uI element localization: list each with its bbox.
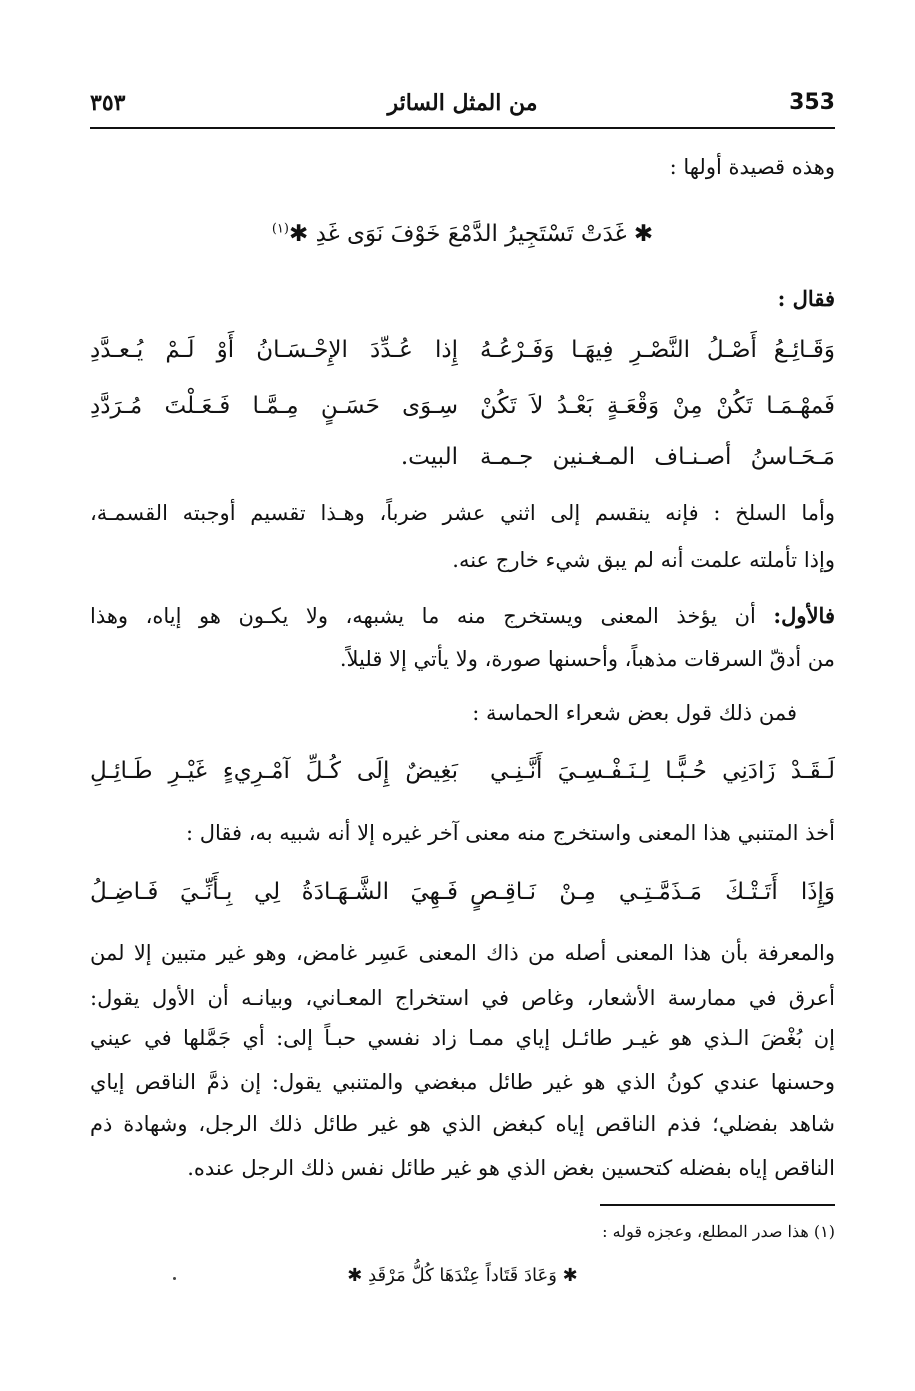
- footnote-ref: (١): [271, 221, 289, 237]
- print-speck: [173, 1277, 176, 1280]
- final-line-1: والمعرفة بأن هذا المعنى أصله من ذاك المعنى عَسِر غامض، وهو غير متبين إلا لمن: [90, 941, 835, 965]
- final-line-6: الناقص إياه بفضله كتحسين بغض الذي هو غير طائل نفس ذلك الرجل عنده.: [187, 1156, 835, 1180]
- opening-verse-text: ✱ غَدَتْ تَسْتَجِيرُ الدَّمْعَ خَوْفَ نَوَى غَدِ ✱: [288, 221, 654, 247]
- intro-line: وهذه قصيدة أولها :: [669, 155, 835, 179]
- first-type-line-2: من أدقّ السرقات مذهباً، وأحسنها صورة، ولا يأتي إلا قليلاً.: [339, 647, 835, 671]
- final-line-5: شاهد بفضلي؛ فذم الناقص إياه كبغض الذي هو غير طائل ذلك الرجل، وشهادة ذم: [90, 1112, 835, 1136]
- final-line-3: إن بُغْضَ الـذي هو غيـر طائـل إياي ممـا زاد نفسي حبـاً إلى: أي جَمَّلها في عيني: [90, 1026, 835, 1050]
- first-type-text: أن يؤخذ المعنى ويستخرج منه ما يشبهه، ولا يكـون هو إياه، وهذا: [90, 604, 774, 628]
- verse-3-first: مَـحَـاسنُ أصـنـاف المـغـنين جـمـة: [480, 444, 835, 470]
- hamasa-verse-first: لَـقَـدْ زَادَنِي حُـبًّـا لِـنَـفْـسِـيَ أَنَّـنِـي: [490, 758, 835, 784]
- salkh-line-1: وأما السلخ : فإنه ينقسم إلى اثني عشر ضرباً، وهـذا تقسيم أوجبته القسمـة،: [90, 501, 835, 525]
- verse-1-second: إِذا عُـدِّدَ الإِحْـسَـانُ أَوْ لَـمْ يُـعـدَّدِ: [90, 337, 458, 363]
- running-header: [90, 86, 835, 126]
- hamasa-verse-second: بَغِيضٌ إِلَى كُـلِّ آمْـرِيءٍ غَيْـرِ طَـائِـلِ: [90, 758, 458, 784]
- verse-1-first: وَقَـائِـعُ أَصْـلُ النَّصْـرِ فِيهَـا وَفَـرْعُـهُ: [480, 337, 835, 363]
- running-title: من المثل السائر: [387, 90, 538, 116]
- page-number-arabic: ٣٥٣: [90, 90, 126, 116]
- footnote-verse: ✱ وَعَادَ قَتَاداً عِنْدَهَا كُلُّ مَرْقَدِ ✱: [347, 1265, 578, 1286]
- mutanabbi-verse-second: فَـهِيَ الشَّـهَـادَةُ لِي بِـأَنِّـيَ فَـاضِـلُ: [90, 879, 458, 905]
- first-type-line-1: [90, 602, 835, 630]
- opening-verse: [90, 220, 835, 250]
- mutanabbi-intro: أخذ المتنبي هذا المعنى واستخرج منه معنى آخر غيره إلا أنه شبيه به، فقال :: [186, 821, 835, 845]
- first-type-label: فالأول:: [773, 603, 835, 628]
- final-line-4: وحسنها عندي كونُ الذي هو غير طائل مبغضي والمتنبي يقول: إن ذمَّ الناقص إياي: [90, 1070, 835, 1094]
- page-number-latin: 353: [789, 90, 835, 115]
- final-line-2: أعرق في ممارسة الأشعار، وغاص في استخراج المعـاني، وبيانـه أن الأول يقول:: [90, 986, 835, 1010]
- header-rule: [90, 127, 835, 129]
- verse-3-second: البيت.: [400, 444, 458, 470]
- footnote-rule: [600, 1204, 835, 1206]
- hamasa-intro: فمن ذلك قول بعض شعراء الحماسة :: [472, 701, 797, 725]
- salkh-line-2: وإذا تأملته علمت أنه لم يبق شيء خارج عنه.: [452, 548, 835, 572]
- footnote-text: (١) هذا صدر المطلع، وعجزه قوله :: [602, 1222, 835, 1241]
- mutanabbi-verse-first: وَإِذَا أَتَـتْـكَ مَـذَمَّـتِـي مِـنْ نَـاقِـصٍ: [470, 879, 835, 905]
- verse-2-second: سِـوَى حَسَـنٍ مِـمَّـا فَـعَـلْتَ مُـرَدَّدِ: [90, 393, 458, 419]
- verse-2-first: فَمهْـمَـا تَكُنْ مِنْ وَقْعَـةٍ بَعْـدُ لاَ تَكُنْ: [480, 393, 835, 419]
- faqal-label: فقال :: [777, 286, 835, 311]
